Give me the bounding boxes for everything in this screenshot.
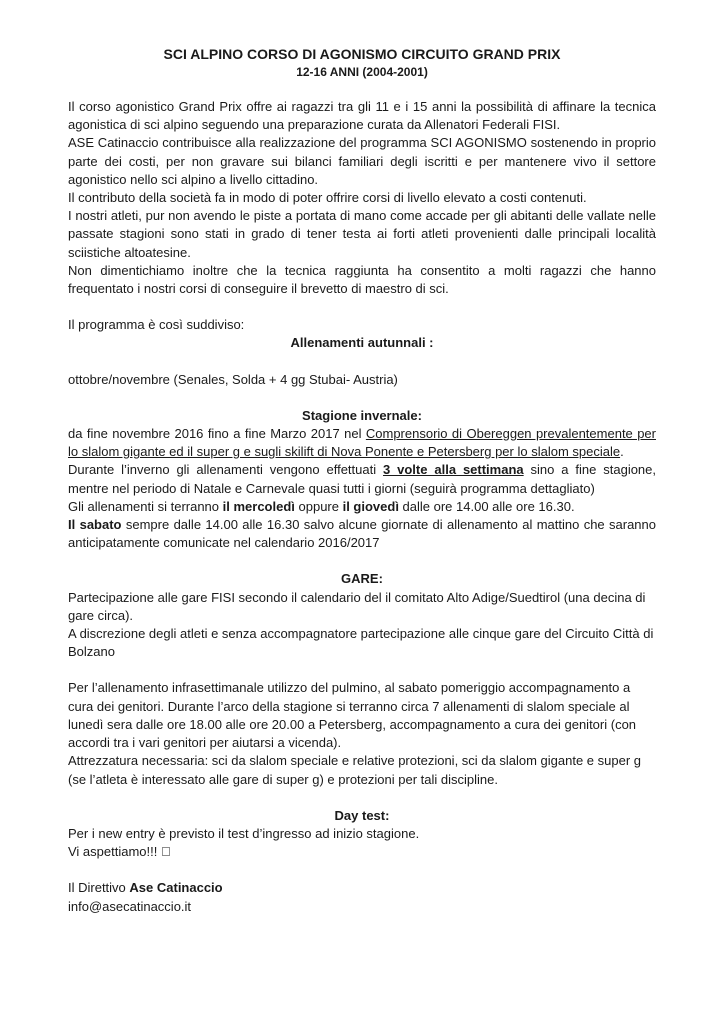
intro-paragraph: Il corso agonistico Grand Prix offre ai ragazzi tra gli 11 e i 15 anni la possibilità di affinare la tecnica agonistica di sci alpino seguendo una preparazione curata da Allenatori Federali FISI. <box>68 99 656 133</box>
winter-location-text: Comprensorio di Obereggen prevalentemente per lo slalom gigante ed il super g e sugli skilift di Nova Ponente e Petersberg per lo slalom speciale <box>68 426 656 460</box>
program-intro: Il programma è così suddiviso: <box>68 317 245 333</box>
winter-text: da fine novembre 2016 fino a fine Marzo 2017 nel <box>68 426 366 442</box>
daytest-text: Per i new entry è previsto il test d’ingresso ad inizio stagione. <box>68 825 420 841</box>
document-page <box>68 42 656 916</box>
training-days-text: dalle ore 14.00 alle ore 16.30. <box>398 498 575 514</box>
autumn-text: ottobre/novembre (Senales, Solda + 4 gg Stubai- Austria) <box>68 371 398 387</box>
saturday-paragraph <box>68 516 656 552</box>
races-paragraph: A discrezione degli atleti e senza accompagnatore partecipazione alle cinque gare del Circuito Città di Bolzano <box>68 626 654 660</box>
training-days-text: Gli allenamenti si terranno <box>68 498 223 514</box>
intro-paragraph: Il contributo della società fa in modo di poter offrire corsi di livello elevato a costi contenuti. <box>68 190 587 206</box>
winter-heading: Stagione invernale: <box>302 407 422 423</box>
intro-paragraph: I nostri atleti, pur non avendo le piste a portata di mano come accade per gli abitanti delle vallate nelle passate stagioni sono stati in grado di tener testa ai forti atleti provenienti dalle principali località sciistiche altoatesine. <box>68 208 656 260</box>
frequency-text: Durante l’inverno gli allenamenti vengono effettuati <box>68 462 384 478</box>
saturday-text: sempre dalle 14.00 alle 16.30 salvo alcune giornate di allenamento al mattino che saranno anticipatamente comunicate nel calendario 2016/2017 <box>68 517 656 551</box>
winter-paragraph <box>68 425 656 461</box>
frequency-highlight: 3 volte alla settimana <box>383 462 524 478</box>
intro-paragraph: Non dimentichiamo inoltre che la tecnica raggiunta ha consentito a molti ragazzi che hanno frequentato i nostri corsi di conseguire il brevetto di maestro di sci. <box>68 262 656 297</box>
contact-email[interactable]: info@asecatinaccio.it <box>68 898 192 914</box>
organization-name: Ase Catinaccio <box>129 880 223 896</box>
races-heading: GARE: <box>341 571 383 587</box>
equipment-paragraph: Attrezzatura necessaria: sci da slalom speciale e relative protezioni, sci da slalom gigante e super g (se l’atleta è interessato alle gare di super g) e protezioni per tali discipline. <box>68 753 642 787</box>
races-paragraph: Partecipazione alle gare FISI secondo il calendario del il comitato Alto Adige/Suedtirol (una decina di gare circa). <box>68 589 646 623</box>
closing-text: Vi aspettiamo!!! <box>68 844 158 860</box>
daytest-heading: Day test: <box>334 807 390 823</box>
signature-prefix: Il Direttivo <box>68 880 130 896</box>
wednesday-highlight: il mercoledì <box>222 498 295 514</box>
frequency-paragraph <box>68 461 656 497</box>
logistics-paragraph: Per l’allenamento infrasettimanale utilizzo del pulmino, al sabato pomeriggio accompagnamento a cura dei genitori. Durante l’arco della stagione si terranno circa 7 allenamenti di slalom speciale al lunedì sera dalle ore 18.00 alle ore 20.00 a Petersberg, accompagnamento a cura dei genitori (con accordi tra i vari genitori per aiutarsi a vicenda). <box>68 680 637 751</box>
autumn-heading: Allenamenti autunnali : <box>290 335 434 351</box>
frequency-text-end: sino a fine stagione, mentre nel periodo di Natale e Carnevale quasi tutti i giorni (seguirà programma dettagliato) <box>68 462 657 496</box>
winter-text-end: . <box>620 444 624 460</box>
document-subtitle: 12-16 ANNI (2004-2001) <box>296 65 428 79</box>
thursday-highlight: il giovedì <box>342 498 399 514</box>
training-days-paragraph <box>68 498 656 516</box>
training-days-text: oppure <box>294 498 343 514</box>
intro-paragraph: ASE Catinaccio contribuisce alla realizzazione del programma SCI AGONISMO sostenendo in proprio parte dei costi, per non gravare sui bilanci familiari degli iscritti e per mantenere vivo il settore agonistico nello sci alpino a livello cittadino. <box>68 135 656 187</box>
saturday-highlight: Il sabato <box>68 517 122 533</box>
document-title: SCI ALPINO CORSO DI AGONISMO CIRCUITO GRAND PRIX <box>163 46 561 62</box>
signature <box>68 879 656 897</box>
